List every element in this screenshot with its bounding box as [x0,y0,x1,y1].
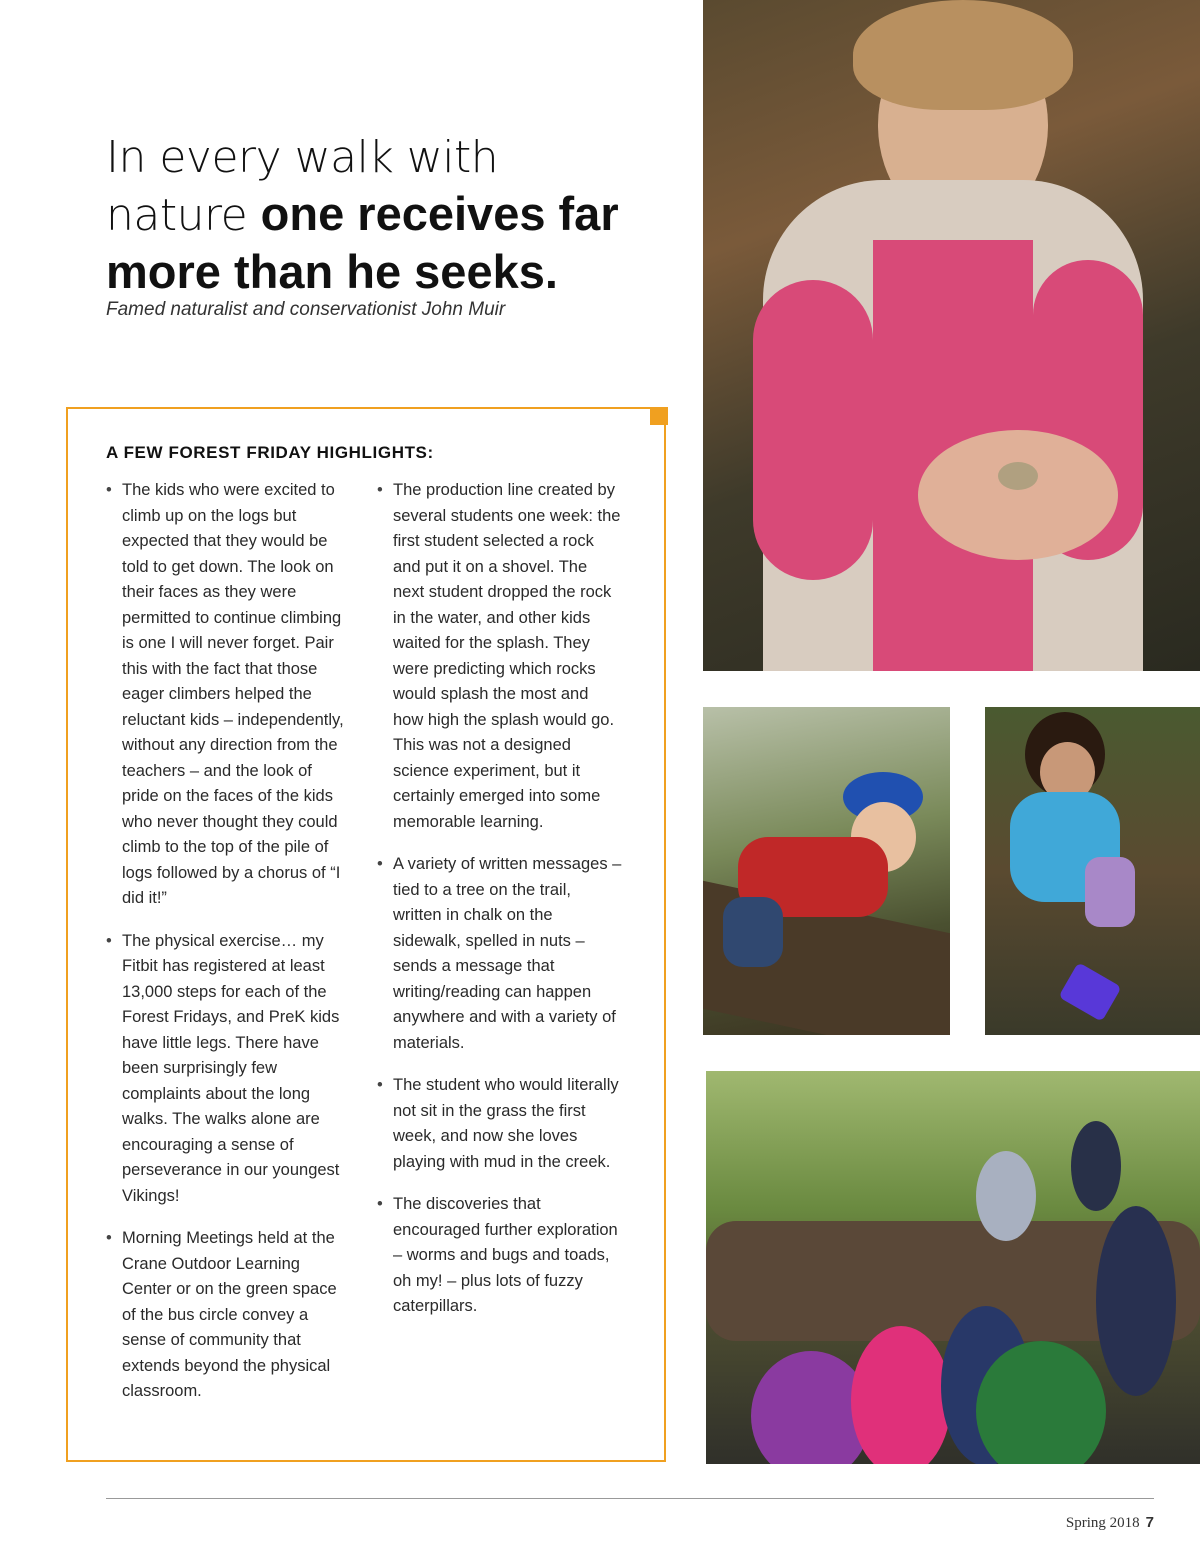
photo-shovel [1058,962,1121,1022]
photo-kid-girl-right [1096,1206,1176,1396]
page-footer [1066,1514,1154,1532]
photo-toad [998,462,1038,490]
photo-kid-dark-hoodie [1071,1121,1121,1211]
list-item: • The physical exercise… my Fitbit has registered at least 13,000 steps for each of the Forest Fridays, and PreK kids have little legs. There have been surprisingly few complaints about the long walks. The walks alone are encouraging a sense of perseverance in our youngest Vikings! [106,929,346,1210]
quote-light-1: In every walk with [106,132,499,183]
page-number: 7 [1145,1514,1154,1531]
photo-group-in-woods [706,1071,1200,1464]
quote-light-2: nature [106,190,261,241]
highlights-heading: A FEW FOREST FRIDAY HIGHLIGHTS: [106,443,434,462]
photo-girl-with-shovel [985,707,1200,1035]
quote-bold-2: more than he seeks. [106,245,558,298]
list-item: • Morning Meetings held at the Crane Outdoor Learning Center or on the green space of the bus circle convey a sense of community that extends beyond the physical classroom. [106,1226,346,1405]
photo-kid-pink [851,1326,951,1464]
box-corner-accent [650,407,668,425]
highlights-left-column [106,478,346,1422]
photo-boy-pants [723,897,783,967]
highlights-right-column [377,478,622,1337]
photo-figure-hands [918,430,1118,560]
list-item: • The student who would literally not sit in the grass the first week, and now she loves playing with mud in the creek. [377,1073,622,1175]
quote-attribution: Famed naturalist and conservationist John Muir [106,299,506,320]
photo-figure-hair [853,0,1073,110]
pull-quote [106,128,666,300]
photo-figure-arm-left [753,280,873,580]
list-item: • A variety of written messages – tied to a tree on the trail, written in chalk on the sidewalk, spelled in nuts – sends a message that writing/reading can happen anywhere and with a variety of materials. [377,852,622,1056]
quote-bold-1: one receives far [260,187,619,240]
photo-girl-boots [1085,857,1135,927]
list-item: • The kids who were excited to climb up on the logs but expected that they would be told to get down. The look on their faces as they were permitted to continue climbing is one I will never forget. Pair this with the fact that those eager climbers helped the reluctant kids – independently, without any direction from the teachers – and the look of pride on the faces of the kids who never thought they could climb to the top of the pile of logs followed by a chorus of “I did it!” [106,478,346,912]
list-item: • The production line created by several students one week: the first student selected a rock and put it on a shovel. The next student dropped the rock in the water, and other kids waited for the splash. They were predicting which rocks would splash the most and how high the splash would go. This was not a designed science experiment, but it certainly emerged into some memorable learning. [377,478,622,835]
photo-girl-holding-toad [703,0,1200,671]
photo-kid-green [976,1341,1106,1464]
list-item: • The discoveries that encouraged further exploration – worms and bugs and toads, oh my! – plus lots of fuzzy caterpillars. [377,1192,622,1320]
photo-boy-climbing-log [703,707,950,1035]
issue-label: Spring 2018 [1065,1515,1140,1531]
footer-divider [106,1498,1154,1499]
photo-kid-gray-hoodie [976,1151,1036,1241]
